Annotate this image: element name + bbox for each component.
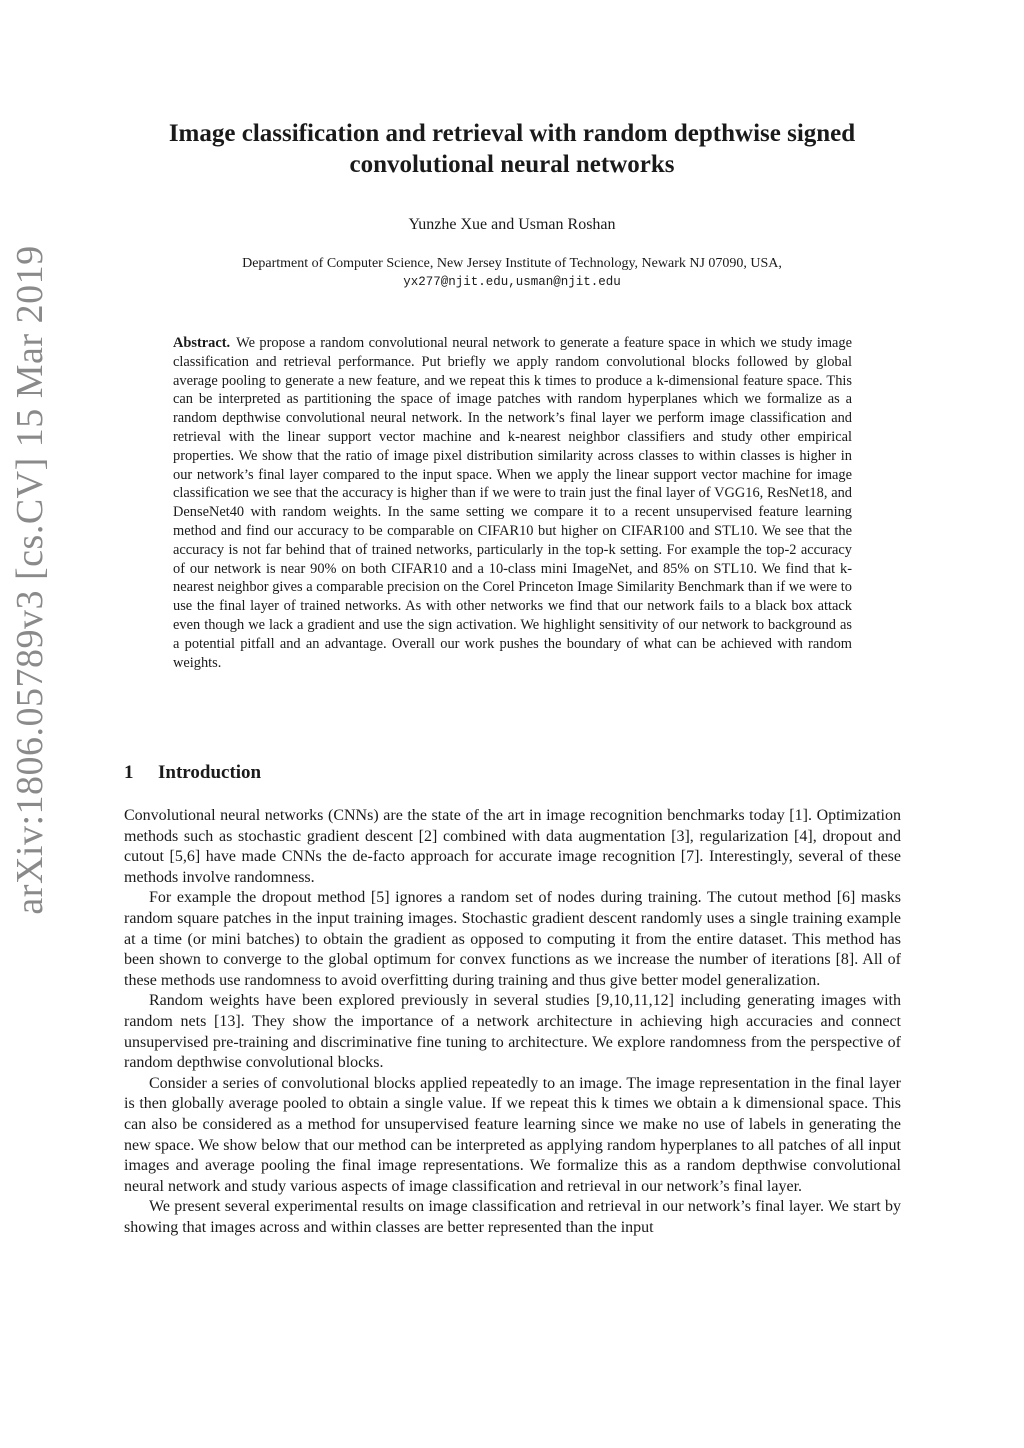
section-heading bbox=[124, 762, 904, 784]
paragraph: Random weights have been explored previously in several studies [9,10,11,12] including generating images with random nets [13]. They show the importance of a network architecture in achieving high accuracies and connect unsupervised pre-training and discriminative fine tuning to architecture. We explore randomness from the perspective of random depthwise convolutional blocks. bbox=[124, 992, 901, 1072]
paragraph: Consider a series of convolutional blocks applied repeatedly to an image. The image representation in the final layer is then globally average pooled to obtain a single value. If we repeat this k times we obtain a k dimensional space. This can also be considered as a method for unsupervised feature learning since we make no use of labels in generating the new space. We show below that our method can be interpreted as applying random hyperplanes to all patches of all input images and average pooling the final image representations. We formalize this as a random depthwise convolutional neural network and study various aspects of image classification and retrieval in our network’s final layer. bbox=[124, 1074, 901, 1195]
section-title: Introduction bbox=[158, 762, 262, 783]
affiliation: Department of Computer Science, New Jersey Institute of Technology, Newark NJ 07090, USA, bbox=[242, 256, 782, 271]
abstract-label: Abstract. bbox=[173, 335, 231, 351]
affiliation-block bbox=[110, 254, 914, 292]
paragraph: Convolutional neural networks (CNNs) are the state of the art in image recognition benchmarks today [1]. Optimization methods such as stochastic gradient descent [2] combined with data augmentation [3], regularization [4], dropout and cutout [5,6] have made CNNs the de-facto approach for accurate image recognition [7]. Interestingly, several of these methods involve randomness. bbox=[124, 807, 901, 886]
abstract bbox=[173, 334, 852, 672]
section-number: 1 bbox=[124, 762, 134, 783]
introduction-body bbox=[124, 806, 901, 1238]
email: yx277@njit.edu,usman@njit.edu bbox=[403, 275, 621, 289]
abstract-text: We propose a random convolutional neural network to generate a feature space in which we study image classification and retrieval performance. Put briefly we apply random convolutional blocks followed by global average pooling to generate a new feature, and we repeat this k times to produce a k-dimensional feature space. This can be interpreted as partitioning the space of image patches with random hyperplanes which we formalize as a random depthwise convolutional neural network. In the network’s final layer we perform image classification and retrieval with the linear support vector machine and k-nearest neighbor classifiers and study other empirical properties. We show that the ratio of image pixel distribution similarity across classes to within classes is higher in our network’s final layer compared to the input space. When we apply the linear support vector machine for image classification we see that the accuracy is higher than if we were to train just the final layer of VGG16, ResNet18, and DenseNet40 with random weights. In the same setting we compare it to a recent unsupervised feature learning method and find our accuracy to be comparable on CIFAR10 but higher on CIFAR100 and STL10. We see that the accuracy is not far behind that of trained networks, particularly in the top-k setting. For example the top-2 accuracy of our network is near 90% on both CIFAR10 and a 10-class mini ImageNet, and 85% on STL10. We find that k-nearest neighbor gives a comparable precision on the Corel Princeton Image Similarity Benchmark than if we were to use the final layer of trained networks. As with other networks we find that our network fails to a black box attack even though we lack a gradient and use the sign activation. We highlight sensitivity of our network to background as a potential pitfall and an advantage. Overall our work pushes the boundary of what can be achieved with random weights. bbox=[173, 335, 852, 671]
authors: Yunzhe Xue and Usman Roshan bbox=[408, 216, 616, 233]
title-line-2: convolutional neural networks bbox=[349, 151, 675, 178]
paragraph: We present several experimental results on image classification and retrieval in our network’s final layer. We start by showing that images across and within classes are better represented than the input bbox=[124, 1198, 901, 1236]
title-line-1: Image classification and retrieval with random depthwise signed bbox=[168, 120, 856, 147]
paper-title bbox=[110, 118, 914, 180]
paragraph: For example the dropout method [5] ignores a random set of nodes during training. The cutout method [6] masks random square patches in the input training images. Stochastic gradient descent randomly uses a single training example at a time (or mini batches) to obtain the gradient as opposed to computing it from the entire dataset. This method has been shown to converge to the global optimum for convex functions as we increase the number of iterations [8]. All of these methods use randomness to avoid overfitting during training and thus give better model generalization. bbox=[124, 889, 901, 989]
